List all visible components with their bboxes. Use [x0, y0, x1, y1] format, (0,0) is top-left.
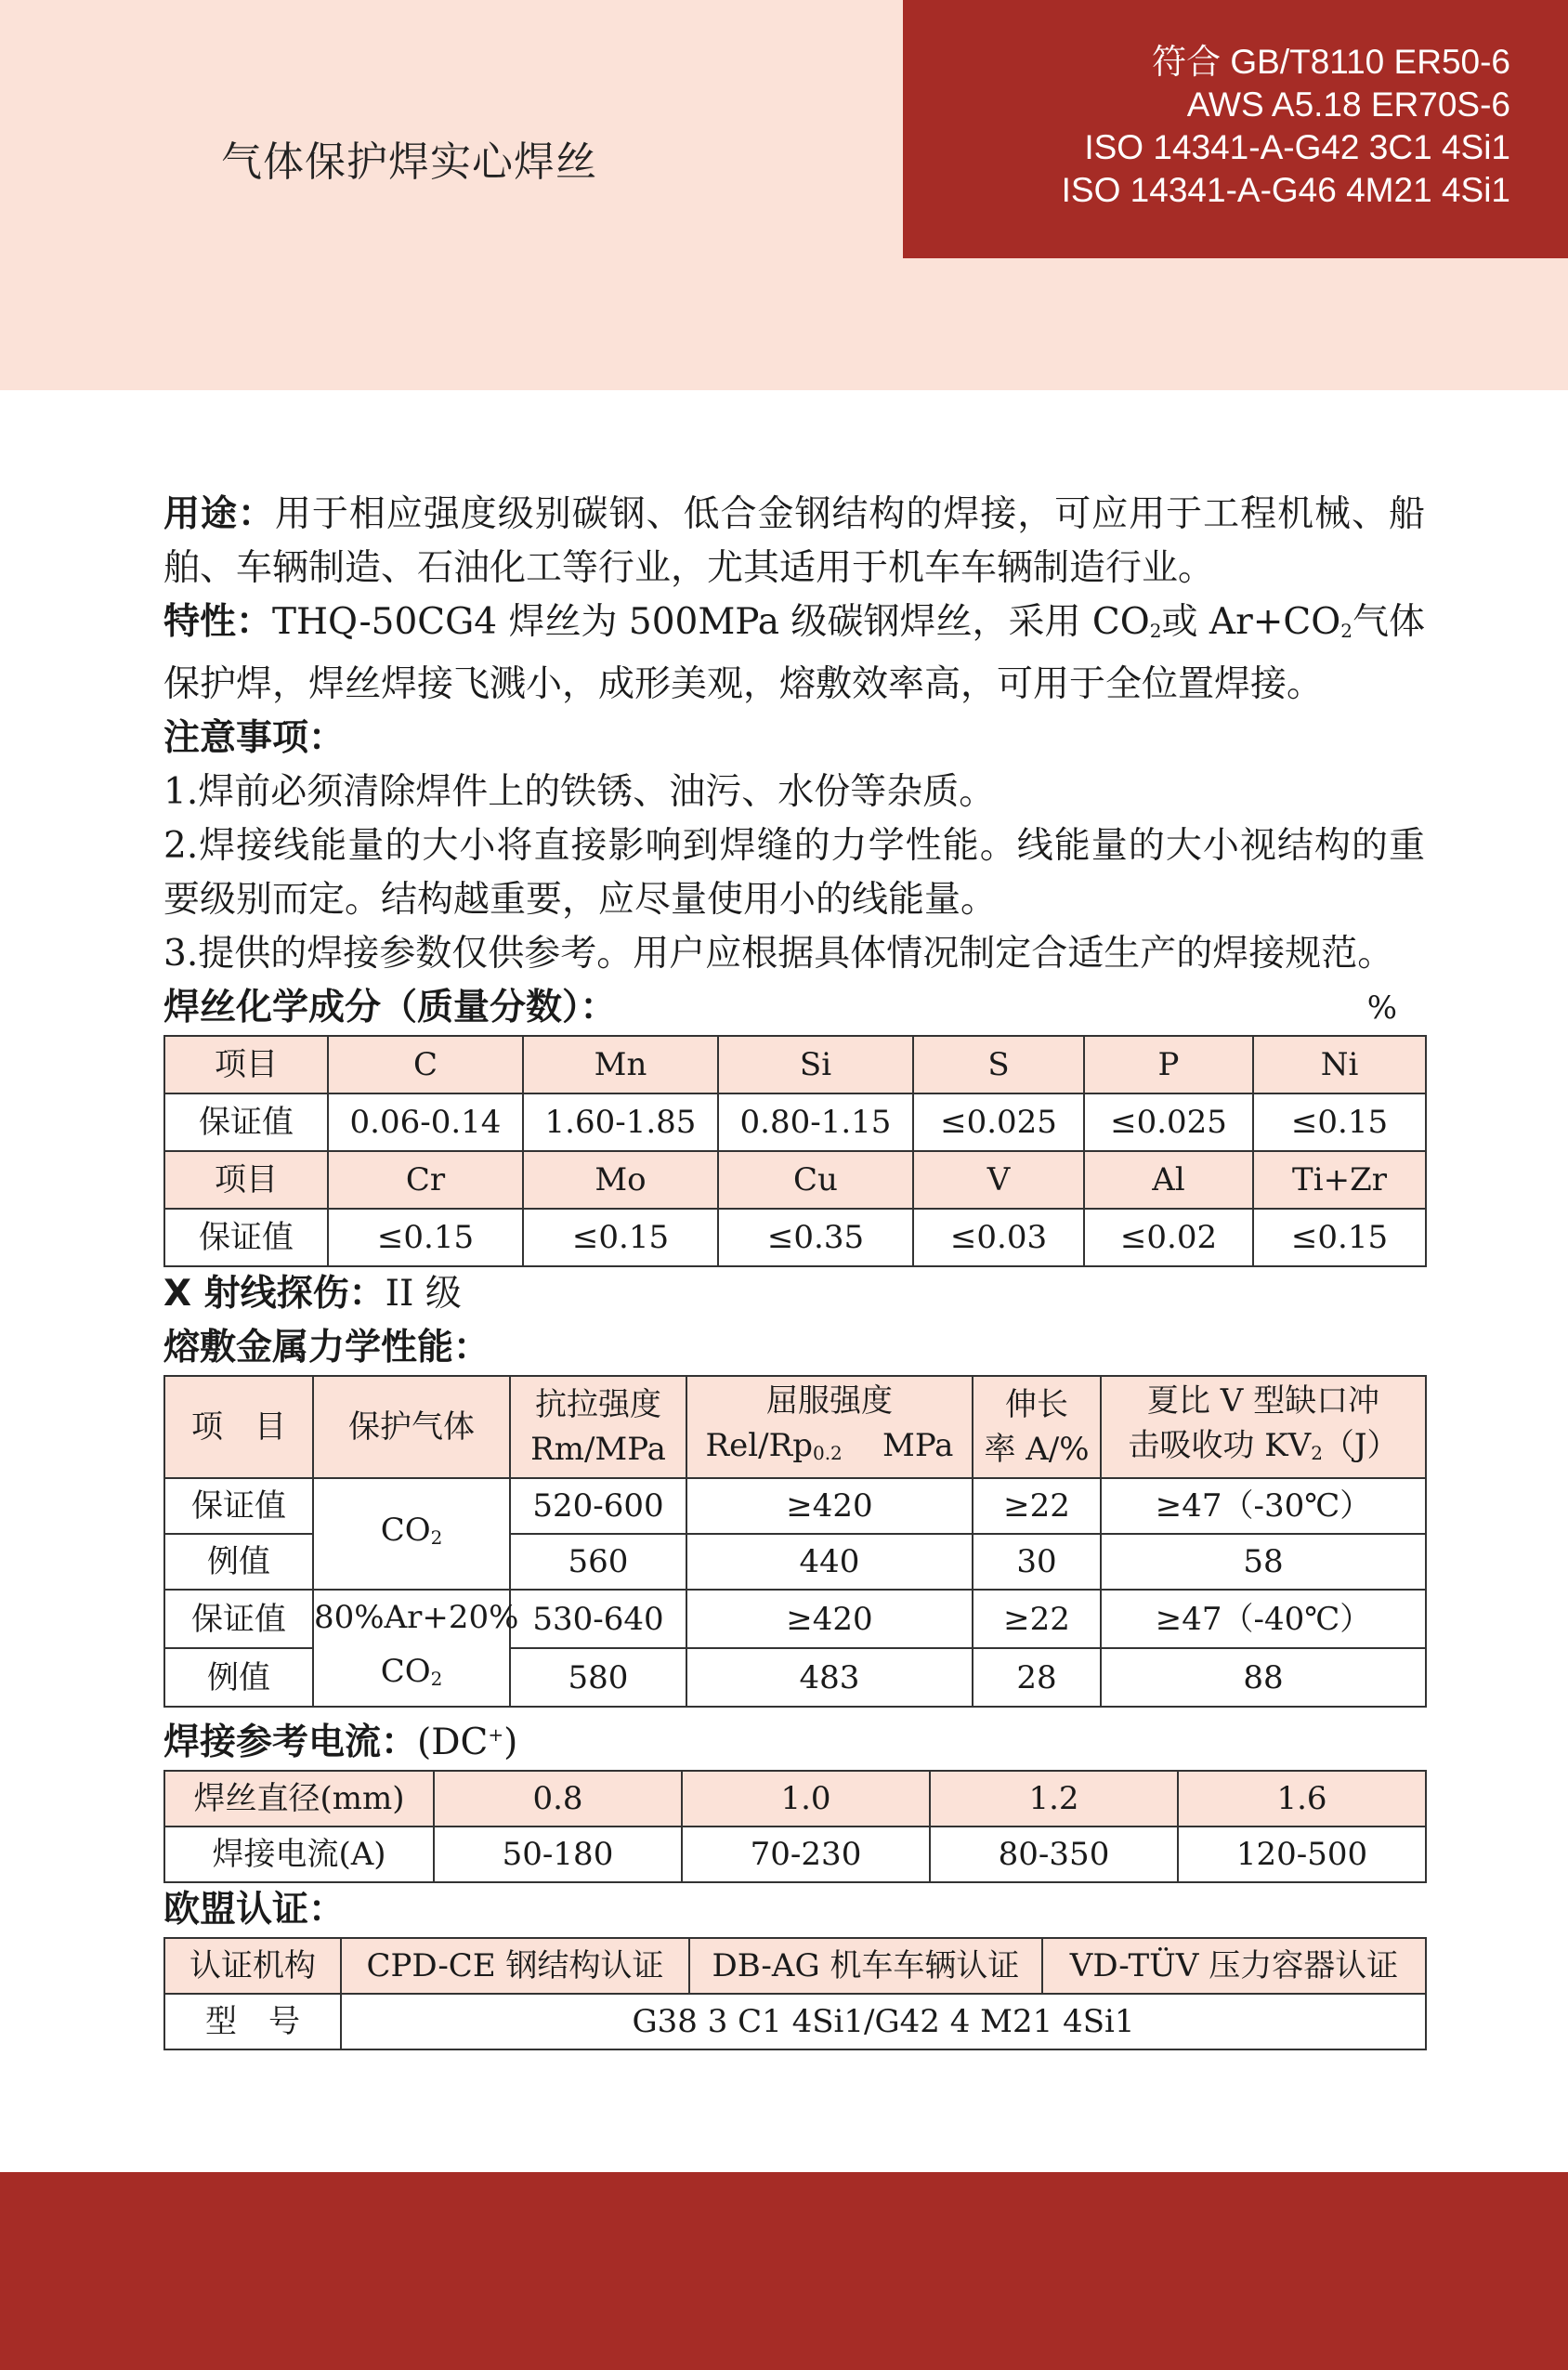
- table-cell: ≤0.025: [1084, 1093, 1253, 1151]
- standard-line: AWS A5.18 ER70S-6: [1186, 85, 1510, 124]
- table-cell: ≤0.025: [913, 1093, 1084, 1151]
- xray-line: [163, 1267, 1425, 1321]
- table-cell: [1101, 1376, 1426, 1478]
- table-cell: VD-TÜV 压力容器认证: [1042, 1938, 1426, 1994]
- table-cell: 0.8: [434, 1771, 682, 1827]
- footer-band: [0, 2172, 1568, 2370]
- table-cell: Cu: [718, 1151, 913, 1209]
- table-cell: 483: [686, 1648, 973, 1707]
- features-text: 气体保护焊，焊丝焊接飞溅小，成形美观，熔敷效率高，可用于全位置焊接。: [163, 601, 1425, 705]
- table-cell: Mn: [523, 1036, 718, 1093]
- table-cell: 88: [1101, 1648, 1426, 1707]
- table-cell: ≥420: [686, 1478, 973, 1534]
- table-cell: 520-600: [510, 1478, 686, 1534]
- eu-certification-table: [163, 1937, 1427, 2050]
- table-cell: 例值: [164, 1534, 313, 1590]
- table-row: [164, 1827, 1426, 1882]
- table-cell: 认证机构: [164, 1938, 341, 1994]
- table-cell: Si: [718, 1036, 913, 1093]
- table-cell: CPD-CE 钢结构认证: [341, 1938, 689, 1994]
- subscript: 2: [1340, 620, 1352, 642]
- standard-line: ISO 14341-A-G42 3C1 4Si1: [1084, 128, 1510, 166]
- header-text: （J）: [1322, 1427, 1399, 1464]
- features-label: 特性：: [163, 601, 273, 643]
- header-text: 击吸收功 KV: [1128, 1427, 1312, 1464]
- table-cell: 28: [973, 1648, 1101, 1707]
- table-cell: ≤0.35: [718, 1209, 913, 1266]
- table-cell: 保证值: [164, 1209, 328, 1266]
- table-cell: 保证值: [164, 1590, 313, 1648]
- standards-box: [903, 0, 1568, 258]
- note-item: 3.提供的焊接参数仅供参考。用户应根据具体情况制定合适生产的焊接规范。: [163, 933, 1394, 975]
- eu-heading: 欧盟认证：: [163, 1889, 346, 1931]
- table-cell: V: [913, 1151, 1084, 1209]
- xray-value: II 级: [385, 1273, 462, 1315]
- table-cell: C: [328, 1036, 523, 1093]
- table-row: [164, 1209, 1426, 1266]
- current-label: 焊接参考电流：: [163, 1722, 418, 1763]
- table-cell: 例值: [164, 1648, 313, 1707]
- table-cell: 1.2: [930, 1771, 1178, 1827]
- table-cell: ≥22: [973, 1590, 1101, 1648]
- current-table: [163, 1770, 1427, 1883]
- dc-text: (DC: [417, 1722, 489, 1763]
- table-cell: ≥47（-30℃）: [1101, 1478, 1426, 1534]
- table-cell: 保证值: [164, 1093, 328, 1151]
- table-cell: 项目: [164, 1036, 328, 1093]
- subscript: 2: [1149, 620, 1162, 642]
- table-cell: 1.6: [1178, 1771, 1426, 1827]
- table-cell: 30: [973, 1534, 1101, 1590]
- mechanical-heading: 熔敷金属力学性能：: [163, 1327, 490, 1368]
- table-cell: ≤0.15: [1253, 1093, 1426, 1151]
- gas-text: CO: [380, 1512, 431, 1549]
- subscript: 2: [430, 1526, 443, 1549]
- usage-label: 用途：: [163, 493, 275, 535]
- note-item: 1.焊前必须清除焊件上的铁锈、油污、水份等杂质。: [163, 771, 996, 813]
- chemistry-unit: %: [1366, 989, 1397, 1027]
- chemistry-heading: 焊丝化学成分（质量分数）：: [163, 987, 617, 1028]
- table-cell: 50-180: [434, 1827, 682, 1882]
- table-cell: 440: [686, 1534, 973, 1590]
- table-cell: ≤0.15: [1253, 1209, 1426, 1266]
- header-line: Rm/MPa: [530, 1431, 666, 1468]
- table-cell: Cr: [328, 1151, 523, 1209]
- features-text: 或 Ar+CO: [1161, 601, 1341, 643]
- table-cell: 80-350: [930, 1827, 1178, 1882]
- gas-text: 80%Ar+20%: [314, 1599, 519, 1636]
- features-text: THQ-50CG4 焊丝为 500MPa 级碳钢焊丝，采用 CO: [272, 601, 1150, 643]
- table-cell: S: [913, 1036, 1084, 1093]
- table-cell: Al: [1084, 1151, 1253, 1209]
- superscript: +: [488, 1723, 504, 1746]
- table-cell: 560: [510, 1534, 686, 1590]
- usage-paragraph: [163, 488, 1425, 596]
- gas-text: [314, 1644, 509, 1706]
- table-cell: 120-500: [1178, 1827, 1426, 1882]
- table-cell: 0.80-1.15: [718, 1093, 913, 1151]
- table-cell: 保证值: [164, 1478, 313, 1534]
- header-line: [1102, 1423, 1425, 1475]
- current-heading: [163, 1708, 1425, 1770]
- table-cell: ≤0.15: [328, 1209, 523, 1266]
- table-cell: Ti+Zr: [1253, 1151, 1426, 1209]
- table-row: [164, 1093, 1426, 1151]
- table-row: [164, 1036, 1426, 1093]
- header-line: [687, 1423, 972, 1475]
- table-cell: 530-640: [510, 1590, 686, 1648]
- subscript: 0.2: [812, 1442, 843, 1464]
- gas-cell: [313, 1590, 519, 1707]
- gas-text: CO: [380, 1653, 431, 1690]
- table-cell: ≥420: [686, 1590, 973, 1648]
- table-cell: 70-230: [682, 1827, 930, 1882]
- mechanical-table: [163, 1375, 1427, 1708]
- table-cell: 保护气体: [313, 1376, 510, 1478]
- table-cell: 1.60-1.85: [523, 1093, 718, 1151]
- main-content: [163, 488, 1425, 2050]
- table-cell: 焊丝直径(mm): [164, 1771, 434, 1827]
- page-title: 气体保护焊实心焊丝: [221, 138, 597, 186]
- subscript: 2: [430, 1668, 443, 1690]
- usage-text: 用于相应强度级别碳钢、低合金钢结构的焊接，可应用于工程机械、船舶、车辆制造、石油化工等行业，尤其适用于机车车辆制造行业。: [163, 493, 1425, 589]
- table-cell: [973, 1376, 1101, 1478]
- table-cell: ≥47（-40℃）: [1101, 1590, 1426, 1648]
- table-cell: 型 号: [164, 1994, 341, 2049]
- dc-text: ): [503, 1722, 518, 1763]
- table-cell: 58: [1101, 1534, 1426, 1590]
- header-line: 率 A/%: [984, 1431, 1090, 1468]
- table-cell: [510, 1376, 686, 1478]
- table-row: [164, 1994, 1426, 2049]
- gas-cell: [313, 1478, 510, 1590]
- header-text: MPa: [882, 1427, 954, 1464]
- table-cell: ≤0.02: [1084, 1209, 1253, 1266]
- table-cell: ≤0.15: [523, 1209, 718, 1266]
- notes-heading: 注意事项：: [163, 717, 346, 759]
- table-row: [164, 1376, 1426, 1478]
- chemistry-heading-row: [163, 981, 1425, 1035]
- standard-line: 符合 GB/T8110 ER50-6: [1152, 43, 1510, 81]
- standard-line: ISO 14341-A-G46 4M21 4Si1: [1061, 171, 1510, 209]
- note-item: 2.焊接线能量的大小将直接影响到焊缝的力学性能。线能量的大小视结构的重要级别而定。结构越重要，应尽量使用小的线能量。: [163, 825, 1425, 921]
- header-line: 夏比 V 型缺口冲: [1146, 1382, 1380, 1420]
- table-row: [164, 1151, 1426, 1209]
- table-cell: 580: [510, 1648, 686, 1707]
- header-line: 伸长: [1005, 1386, 1068, 1423]
- table-cell: 1.0: [682, 1771, 930, 1827]
- table-cell: Ni: [1253, 1036, 1426, 1093]
- xray-label: X 射线探伤：: [163, 1273, 385, 1315]
- table-row: [164, 1771, 1426, 1827]
- table-row: [164, 1478, 1426, 1534]
- table-cell: DB-AG 机车车辆认证: [689, 1938, 1042, 1994]
- chemistry-table: [163, 1035, 1427, 1267]
- table-cell: ≤0.03: [913, 1209, 1084, 1266]
- table-row: [164, 1590, 1426, 1648]
- table-cell: Mo: [523, 1151, 718, 1209]
- table-cell: 0.06-0.14: [328, 1093, 523, 1151]
- table-cell: G38 3 C1 4Si1/G42 4 M21 4Si1: [341, 1994, 1426, 2049]
- subscript: 2: [1311, 1442, 1323, 1464]
- table-cell: [686, 1376, 973, 1478]
- table-cell: 项目: [164, 1151, 328, 1209]
- header-line: 屈服强度: [766, 1382, 893, 1420]
- table-cell: 焊接电流(A): [164, 1827, 434, 1882]
- table-row: [164, 1938, 1426, 1994]
- features-paragraph: [163, 596, 1425, 712]
- header-line: 抗拉强度: [535, 1386, 661, 1423]
- table-cell: ≥22: [973, 1478, 1101, 1534]
- header-text: Rel/Rp: [705, 1427, 813, 1464]
- table-cell: P: [1084, 1036, 1253, 1093]
- table-cell: 项 目: [164, 1376, 313, 1478]
